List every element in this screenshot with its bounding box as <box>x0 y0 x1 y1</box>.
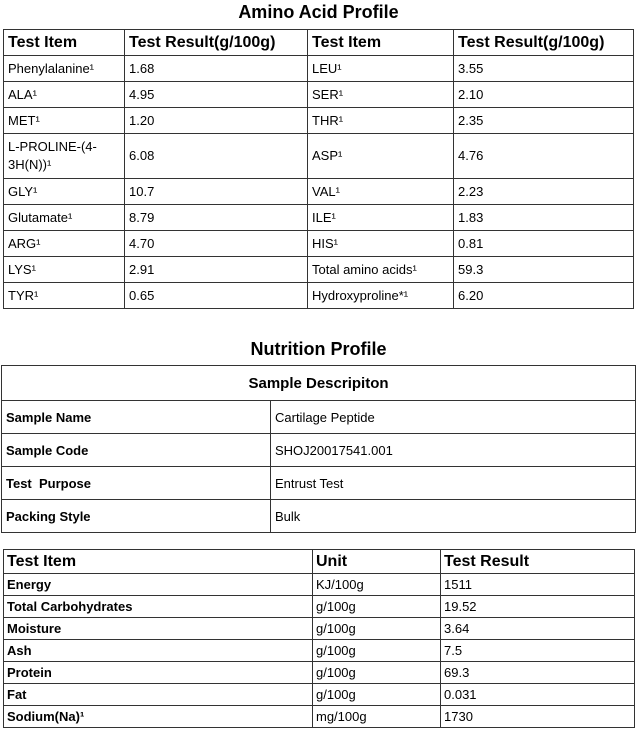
nutrient-name: Fat <box>4 684 313 706</box>
nutrient-value: 69.3 <box>441 662 635 684</box>
sample-value: Bulk <box>271 500 636 533</box>
table-row <box>4 56 634 82</box>
amino-profile-title: Amino Acid Profile <box>238 2 399 22</box>
amino-value: 6.08 <box>125 134 308 179</box>
amino-item: Phenylalanine¹ <box>4 56 125 82</box>
amino-value: 0.65 <box>125 283 308 309</box>
amino-value: 10.7 <box>125 179 308 205</box>
sample-key: Sample Code <box>2 434 271 467</box>
amino-value: 0.81 <box>454 231 634 257</box>
table-row <box>4 257 634 283</box>
nutrient-unit: g/100g <box>313 684 441 706</box>
nutrient-unit: g/100g <box>313 596 441 618</box>
nutrient-name: Moisture <box>4 618 313 640</box>
table-row <box>4 662 635 684</box>
amino-item: ASP¹ <box>308 134 454 179</box>
header-test-item: Test Item <box>4 550 313 574</box>
amino-item: Glutamate¹ <box>4 205 125 231</box>
nutrient-unit: g/100g <box>313 662 441 684</box>
amino-value: 6.20 <box>454 283 634 309</box>
nutrient-name: Energy <box>4 574 313 596</box>
nutrient-name: Total Carbohydrates <box>4 596 313 618</box>
amino-item: SER¹ <box>308 82 454 108</box>
sample-value: SHOJ20017541.001 <box>271 434 636 467</box>
amino-value: 8.79 <box>125 205 308 231</box>
table-row <box>2 500 636 533</box>
table-row <box>4 134 634 179</box>
table-row <box>4 205 634 231</box>
nutrient-value: 1730 <box>441 706 635 728</box>
nutrient-name: Protein <box>4 662 313 684</box>
nutrient-unit: g/100g <box>313 640 441 662</box>
amino-value: 4.76 <box>454 134 634 179</box>
nutrient-unit: g/100g <box>313 618 441 640</box>
sample-description-header: Sample Descripiton <box>2 366 636 401</box>
nutrient-value: 7.5 <box>441 640 635 662</box>
amino-acid-table <box>3 29 634 309</box>
amino-item: THR¹ <box>308 108 454 134</box>
nutrient-name: Sodium(Na)¹ <box>4 706 313 728</box>
amino-item: MET¹ <box>4 108 125 134</box>
nutrient-value: 1511 <box>441 574 635 596</box>
amino-item: GLY¹ <box>4 179 125 205</box>
amino-value: 59.3 <box>454 257 634 283</box>
table-row <box>4 640 635 662</box>
table-row <box>2 434 636 467</box>
amino-value: 1.83 <box>454 205 634 231</box>
amino-value: 3.55 <box>454 56 634 82</box>
table-row <box>2 467 636 500</box>
table-row <box>4 179 634 205</box>
nutrition-table <box>3 549 635 728</box>
table-row <box>2 401 636 434</box>
amino-value: 2.10 <box>454 82 634 108</box>
sample-value: Entrust Test <box>271 467 636 500</box>
sample-description-table <box>1 365 636 533</box>
header-test-item: Test Item <box>308 30 454 56</box>
header-unit: Unit <box>313 550 441 574</box>
sample-key: Sample Name <box>2 401 271 434</box>
amino-value: 2.91 <box>125 257 308 283</box>
amino-item: ALA¹ <box>4 82 125 108</box>
table-row <box>4 684 635 706</box>
table-row <box>4 706 635 728</box>
table-row <box>4 82 634 108</box>
amino-item: TYR¹ <box>4 283 125 309</box>
nutrient-unit: mg/100g <box>313 706 441 728</box>
table-row <box>4 574 635 596</box>
sample-header-row <box>2 366 636 401</box>
amino-item: VAL¹ <box>308 179 454 205</box>
nutrient-unit: KJ/100g <box>313 574 441 596</box>
table-row <box>4 231 634 257</box>
amino-item: LEU¹ <box>308 56 454 82</box>
nutrient-value: 3.64 <box>441 618 635 640</box>
amino-value: 4.95 <box>125 82 308 108</box>
amino-item: HIS¹ <box>308 231 454 257</box>
table-row <box>4 283 634 309</box>
amino-value: 2.35 <box>454 108 634 134</box>
amino-item: ILE¹ <box>308 205 454 231</box>
amino-item: Total amino acids¹ <box>308 257 454 283</box>
amino-item: LYS¹ <box>4 257 125 283</box>
amino-header-row <box>4 30 634 56</box>
table-row <box>4 618 635 640</box>
header-test-result: Test Result(g/100g) <box>454 30 634 56</box>
header-test-result: Test Result(g/100g) <box>125 30 308 56</box>
nutrition-profile-title: Nutrition Profile <box>250 339 387 359</box>
nutrient-value: 19.52 <box>441 596 635 618</box>
nutrient-name: Ash <box>4 640 313 662</box>
amino-value: 1.68 <box>125 56 308 82</box>
amino-item: Hydroxyproline*¹ <box>308 283 454 309</box>
sample-key: Test Purpose <box>2 467 271 500</box>
header-test-result: Test Result <box>441 550 635 574</box>
sample-value: Cartilage Peptide <box>271 401 636 434</box>
amino-item: L-PROLINE-(4-3H(N))¹ <box>4 134 125 179</box>
amino-item: ARG¹ <box>4 231 125 257</box>
nutrient-value: 0.031 <box>441 684 635 706</box>
amino-value: 4.70 <box>125 231 308 257</box>
table-row <box>4 108 634 134</box>
header-test-item: Test Item <box>4 30 125 56</box>
sample-key: Packing Style <box>2 500 271 533</box>
table-row <box>4 596 635 618</box>
amino-value: 2.23 <box>454 179 634 205</box>
nutrition-header-row <box>4 550 635 574</box>
amino-value: 1.20 <box>125 108 308 134</box>
